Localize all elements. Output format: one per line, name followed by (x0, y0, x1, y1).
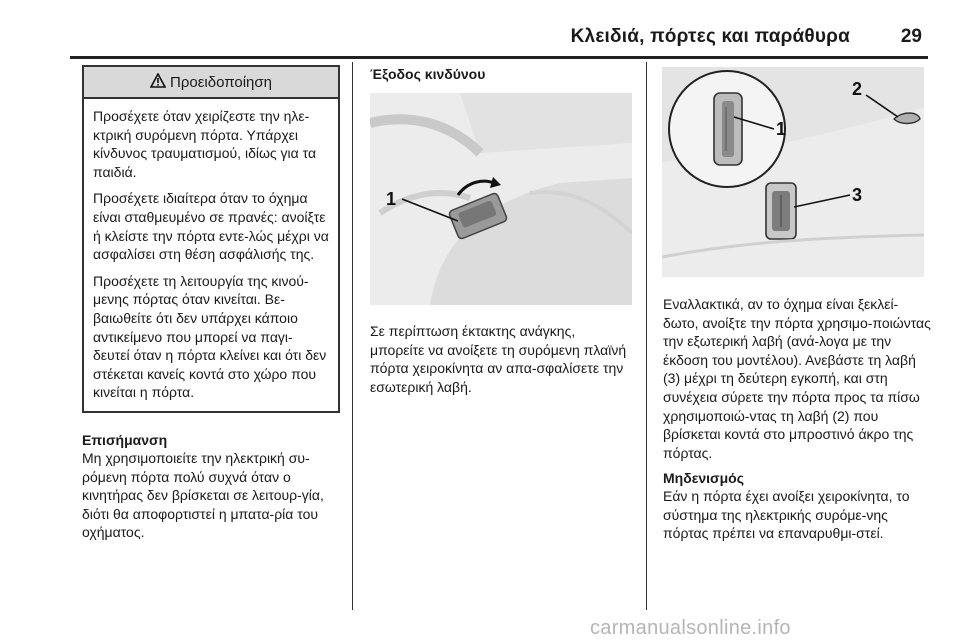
warning-paragraph: Προσέχετε τη λειτουργία της κινού‐μενης πόρτας όταν κινείται. Βε‐βαιωθείτε ότι δεν υπάρχει κάποιο αντικείμενο που μπορεί να παγι‐δευτεί όταν η πόρτα κλείνει και ότι δεν στέκεται κανείς κοντά στο χώρο που κινείται η πόρτα. (93, 272, 327, 401)
header-rule (70, 56, 928, 59)
warning-header (84, 67, 338, 99)
reset-text: Εάν η πόρτα έχει ανοίξει χειροκίνητα, το σύστημα της ηλεκτρικής συρόμε‐νης πόρτας πρέπει να επαναρυθμι‐στεί. (663, 488, 910, 542)
warning-title: Προειδοποίηση (170, 73, 272, 91)
warning-box (82, 65, 340, 413)
warning-triangle-icon (150, 73, 166, 92)
warning-paragraph: Προσέχετε ιδιαίτερα όταν το όχημα είναι σταθμευμένο σε πρανές: ανοίξτε ή κλείστε την πόρτα εντε‐λώς μέχρι να ασφαλίσει στη θέση ασφάλισής της. (93, 190, 329, 263)
note-title: Επισήμανση (82, 432, 168, 448)
figure-callout-1: 1 (776, 119, 787, 139)
warning-paragraph: Προσέχετε όταν χειρίζεστε την ηλε‐κτρική συρόμενη πόρτα. Υπάρχει κίνδυνος τραυματισμού, ιδίως για τα παιδιά. (93, 108, 317, 180)
figure-callout-2: 2 (852, 79, 863, 99)
interior-handle-figure (370, 93, 632, 305)
column-divider (646, 62, 647, 610)
page-number: 29 (900, 26, 922, 47)
emergency-exit-heading: Έξοδος κινδύνου (370, 66, 486, 82)
door-handles-figure (662, 67, 924, 277)
figure-callout-1: 1 (386, 189, 397, 209)
note-text: Μη χρησιμοποιείτε την ηλεκτρική συ‐ρόμενη πόρτα πολύ συχνά όταν ο κινητήρας δεν βρίσκεται σε λειτουρ‐γία, διότι θα αποφορτιστεί η μπατα‐ρία του οχήματος. (82, 450, 324, 541)
column-divider (352, 62, 353, 610)
emergency-exit-text: Σε περίπτωση έκτακτης ανάγκης, μπορείτε να ανοίξετε τη συρόμενη πλαϊνή πόρτα χειροκίνητα αν απα‐σφαλίσετε την εσωτερική λαβή. (370, 323, 627, 395)
page-header (70, 24, 928, 60)
alternative-opening-text: Εναλλακτικά, αν το όχημα είναι ξεκλεί‐δωτο, ανοίξτε την πόρτα χρησιμο‐ποιώντας την εξωτερική λαβή (ανά‐λογα με την έκδοση του μοντέλου). Ανεβάστε τη λαβή (3) μέχρι τη δεύτερη εγκοπή, και στη συνέχεια σύρετε την πόρτα προς τα πίσω χρησιμοποιώ‐ντας τη λαβή (2) που βρίσκεται κοντά στο μπροστινό άκρο της πόρτας. (663, 296, 931, 461)
watermark: carmanualsonline.info (590, 617, 791, 639)
reset-heading: Μηδενισμός (663, 470, 744, 486)
figure-callout-3: 3 (852, 185, 863, 205)
chapter-title: Κλειδιά, πόρτες και παράθυρα (570, 26, 850, 47)
